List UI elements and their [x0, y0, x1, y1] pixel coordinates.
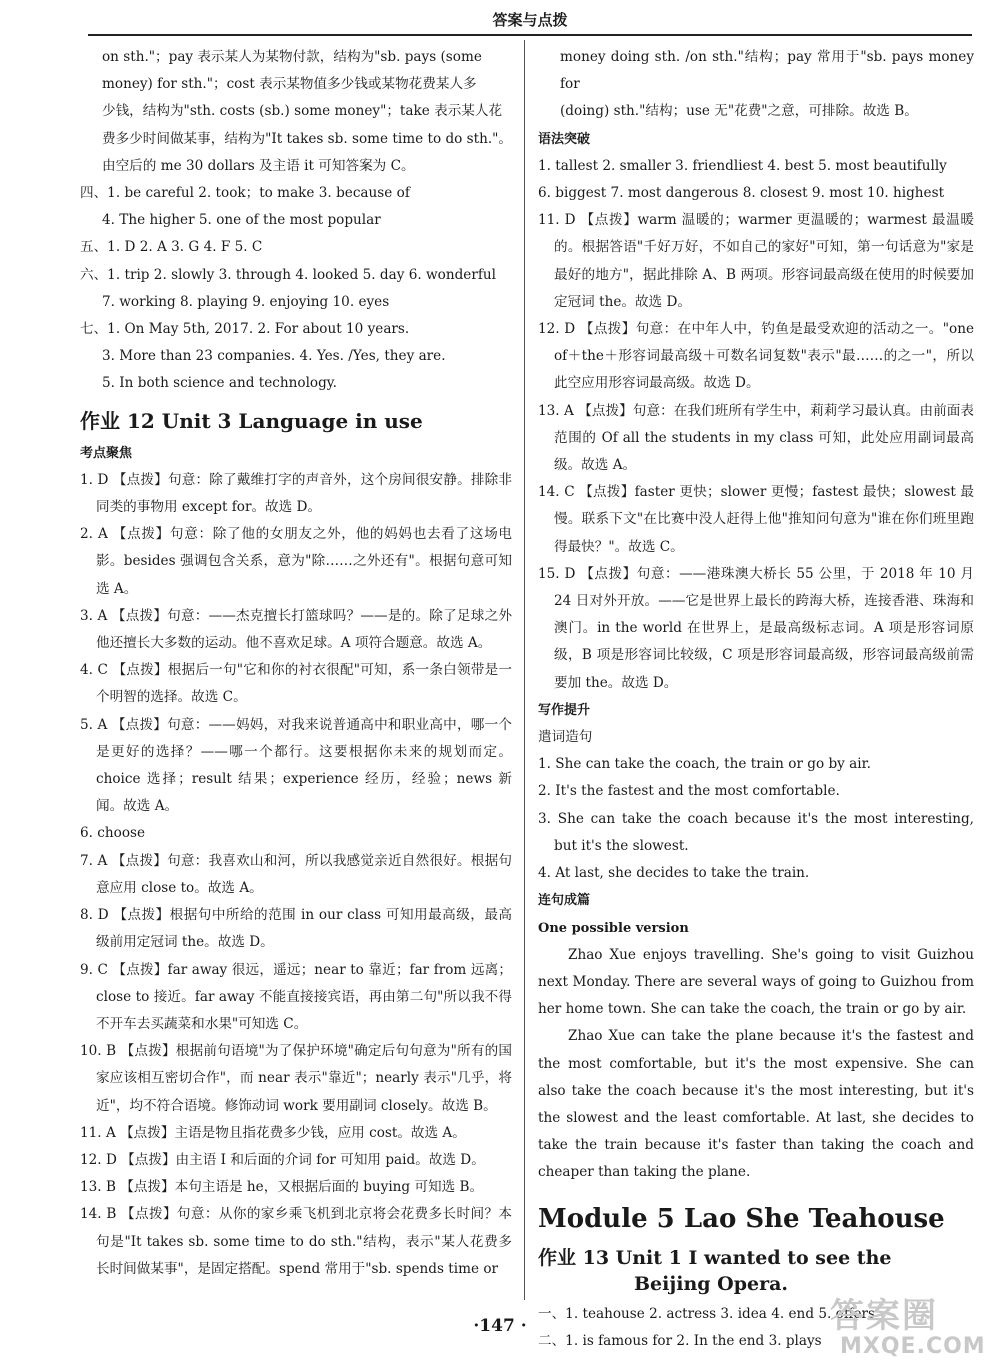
answer-item: 1. D 【点拨】句意：除了戴维打字的声音外，这个房间很安静。排除非同类的事物用 except for。故选 D。 — [80, 471, 512, 516]
subsection-lianju: 连句成篇 — [538, 893, 591, 909]
continued-line: on sth."；pay 表示某人为某物付款，结构为"sb. pays (some — [102, 49, 482, 65]
answer-item: 14. C 【点拨】faster 更快；slower 更慢；fastest 最快；slowest 最慢。联系下文"在比赛中没人赶得上他"推知问句意为"谁在你们班里跑得最快？"。故选 C。 — [538, 484, 974, 555]
answer-item: 4. C 【点拨】根据后一句"它和你的衬衣很配"可知，系一条白领带是一个明智的选择。故选 C。 — [80, 662, 512, 706]
watermark-text: 答案圈 — [830, 1296, 938, 1336]
answer-section-4: 四、1. be careful 2. took；to make 3. because of — [80, 185, 410, 202]
answer-item: 11. D 【点拨】warm 温暖的；warmer 更温暖的；warmest 最温暖的。根据答语"千好万好，不如自己的家好"可知，第一句话意为"家是最好的地方"，据此排除 A、B 两项。形容词最高级在使用的时候要加定冠词 the。故选 D。 — [538, 212, 974, 310]
subsection-qianci: 遣词造句 — [538, 729, 593, 746]
answer-item: 8. D 【点拨】根据句中所给的范围 in our class 可知用最高级，最高级前用定冠词 the。故选 D。 — [80, 907, 512, 951]
column-divider — [524, 40, 525, 1300]
answer-item: 12. D 【点拨】句意：在中年人中，钓鱼是最受欢迎的活动之一。"one of＋the＋形容词最高级＋可数名词复数"表示"最……的之一"，所以此空应用形容词最高级。故选 D。 — [538, 321, 974, 392]
left-column — [80, 44, 512, 1297]
answer-section-2: 二、1. is famous for 2. In the end 3. plays — [538, 1332, 822, 1349]
section-xiezuo: 写作提升 — [538, 702, 591, 718]
continued-line: 费多少时间做某事，结构为"It takes sb. some time to do sth."。 — [102, 130, 513, 147]
answer-item: 2. A 【点拨】句意：除了他的女朋友之外，他的妈妈也去看了这场电影。besides 强调包含关系，意为"除……之外还有"。根据句意可知选 A。 — [80, 526, 512, 597]
answer-item: 13. A 【点拨】句意：在我们班所有学生中，莉莉学习最认真。由前面表范围的 Of all the students in my class 可知，此处应用副词最高级。故选 A。 — [538, 402, 974, 474]
answer-section-7-cont: 5. In both science and technology. — [102, 375, 338, 392]
page-number: ·147 · — [473, 1316, 527, 1336]
answer-item: 3. A 【点拨】句意：——杰克擅长打篮球吗？——是的。除了足球之外他还擅长大多数的运动。他不喜欢足球。A 项符合题意。故选 A。 — [80, 607, 512, 652]
answer-item: 15. D 【点拨】句意：——港珠澳大桥长 55 公里，于 2018 年 10 月 24 日对外开放。——它是世界上最长的跨海大桥，连接香港、珠海和澳门。in the world 在世界上，是最高级标志词。A 项是形容词原级，B 项是形容词比较级，C 项是形容词最高级，形容词最高级前需要加 the。故选 D。 — [538, 565, 974, 691]
continued-line: money doing sth. /on sth."结构；pay 常用于"sb. pays money for — [560, 49, 974, 93]
answer-item: 9. C 【点拨】far away 很远，遥远；near to 靠近；far from 远离；close to 接近。far away 不能直接接宾语，再由第二句"所以我不得不开车去买蔬菜和水果"可知选 C。 — [80, 961, 512, 1032]
answer-item: 10. B 【点拨】根据前句语境"为了保护环境"确定后句句意为"所有的国家应该相互密切合作"，而 near 表示"靠近"；nearly 表示"几乎，将近"，均不符合语境。修饰动词 work 要用副词 closely。故选 B。 — [80, 1043, 512, 1114]
section-kaodian: 考点聚焦 — [80, 445, 133, 461]
answer-item: 12. D 【点拨】由主语 I 和后面的介词 for 可知用 paid。故选 D。 — [80, 1151, 485, 1168]
grammar-answers: 1. tallest 2. smaller 3. friendliest 4. best 5. most beautifully — [538, 157, 947, 174]
sentence-item: 2. It's the fastest and the most comfortable. — [538, 783, 840, 800]
continued-line: (doing) sth."结构；use 无"花费"之意，可排除。故选 B。 — [560, 103, 918, 120]
answer-item: 14. B 【点拨】句意：从你的家乡乘飞机到北京将会花费多长时间？本句是"It takes sb. some time to do sth."结构，表示"某人花费多长时间做某事"，是固定搭配。spend 常用于"sb. spends time or — [80, 1206, 512, 1277]
answer-item: 13. B 【点拨】本句主语是 he，又根据后面的 buying 可知选 B。 — [80, 1179, 484, 1196]
continued-line: 少钱，结构为"sth. costs (sb.) some money"；take 表示某人花 — [102, 103, 503, 120]
continued-line: money) for sth."；cost 表示某物值多少钱或某物花费某人多 — [102, 76, 477, 93]
answer-section-7: 七、1. On May 5th, 2017. 2. For about 10 years. — [80, 321, 410, 338]
watermark-logo — [830, 1296, 990, 1359]
essay-paragraph: Zhao Xue can take the plane because it's the fastest and the most comfortable, but it's the most expensive. She can also take the coach because it's the most interesting, but it's the slowest and the least comfortable. At last, she decides to take the train because it's faster than taking the coach and cheaper than taking the plane. — [538, 1028, 974, 1181]
continued-line: 由空后的 me 30 dollars 及主语 it 可知答案为 C。 — [102, 157, 415, 174]
module-title: Module 5 Lao She Teahouse — [538, 1203, 945, 1234]
sentence-item: 3. She can take the coach because it's the most interesting, but it's the slowest. — [538, 810, 974, 854]
sentence-item: 1. She can take the coach, the train or go by air. — [538, 756, 871, 773]
watermark-url: MXQE.COM — [840, 1334, 986, 1359]
answer-section-6-cont: 7. working 8. playing 9. enjoying 10. eyes — [102, 293, 390, 310]
answer-section-1: 一、1. teahouse 2. actress 3. idea 4. end 5. offers — [538, 1305, 875, 1322]
sentence-item: 4. At last, she decides to take the train. — [538, 865, 810, 882]
answer-item: 11. A 【点拨】主语是物且指花费多少钱，应用 cost。故选 A。 — [80, 1124, 466, 1141]
page-header — [88, 8, 972, 36]
homework-12-title: 作业 12 Unit 3 Language in use — [80, 408, 423, 433]
answer-section-6: 六、1. trip 2. slowly 3. through 4. looked 5. day 6. wonderful — [80, 266, 496, 283]
grammar-answers-cont: 6. biggest 7. most dangerous 8. closest 9. most 10. highest — [538, 185, 945, 202]
answer-item: 5. A 【点拨】句意：——妈妈，对我来说普通高中和职业高中，哪一个是更好的选择？——哪一个都行。这要根据你未来的规划而定。choice 选择；result 结果；experience 经历，经验；news 新闻。故选 A。 — [80, 716, 512, 815]
header-title: 答案与点拨 — [492, 11, 568, 29]
answer-section-5: 五、1. D 2. A 3. G 4. F 5. C — [80, 239, 263, 256]
homework-13-title — [538, 1245, 974, 1297]
answer-section-7-cont: 3. More than 23 companies. 4. Yes. /Yes, they are. — [102, 348, 446, 365]
essay-paragraph: Zhao Xue enjoys travelling. She's going to visit Guizhou next Monday. There are several ways of going to Guizhou from her home town. She can take the coach, the train or go by air. — [538, 946, 974, 1018]
answer-section-4-cont: 4. The higher 5. one of the most popular — [102, 212, 381, 229]
version-label: One possible version — [538, 920, 689, 936]
homework-13-title-line2: Beijing Opera. — [634, 1272, 789, 1295]
homework-13-title-line1: 作业 13 Unit 1 I wanted to see the — [538, 1246, 892, 1269]
answer-item: 7. A 【点拨】句意：我喜欢山和河，所以我感觉亲近自然很好。根据句意应用 close to。故选 A。 — [80, 852, 512, 896]
section-yufa: 语法突破 — [538, 131, 591, 147]
answer-item: 6. choose — [80, 825, 146, 842]
